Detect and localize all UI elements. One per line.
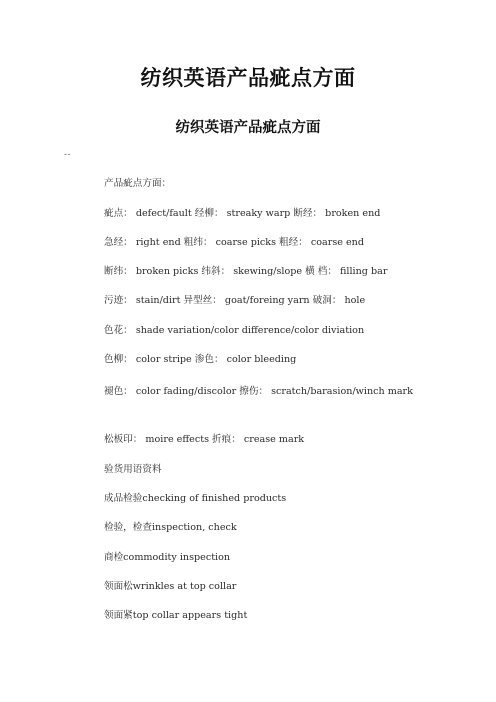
text-line: 领面松wrinkles at top collar <box>104 581 237 592</box>
text-line: 色柳： color stripe 渗色： color bleeding <box>104 354 297 365</box>
text-line: 污迹： stain/dirt 异型丝： goat/foreing yarn 破洞： hole <box>104 295 366 306</box>
text-line: 商检commodity inspection <box>104 552 231 563</box>
text-line: 验货用语资料 <box>104 464 162 475</box>
text-line: 成品检验checking of finished products <box>104 493 287 504</box>
separator: -- <box>64 150 72 160</box>
text-line-wrapped: 褪色： color fading/discolor 擦伤： scratch/barasion/winch mark <box>104 386 413 397</box>
text-line: 色花： shade variation/color difference/color diviation <box>104 325 365 336</box>
text-line: 领面紧top collar appears tight <box>104 610 248 621</box>
text-line: 检验，检查inspection, check <box>104 522 237 533</box>
document-title: 纺织英语产品疵点方面 <box>140 65 356 90</box>
text-line: 产品疵点方面： <box>104 178 172 189</box>
text-line: 急经： right end 粗纬： coarse picks 粗经： coarse end <box>104 237 364 248</box>
text-line: 疵点： defect/fault 经柳： streaky warp 断经： broken end <box>104 208 381 219</box>
text-line: 断纬： broken picks 纬斜： skewing/slope 横 档： filling bar <box>104 266 388 277</box>
document-subtitle: 纺织英语产品疵点方面 <box>175 119 321 136</box>
text-line: 松板印： moire effects 折痕： crease mark <box>104 434 305 445</box>
